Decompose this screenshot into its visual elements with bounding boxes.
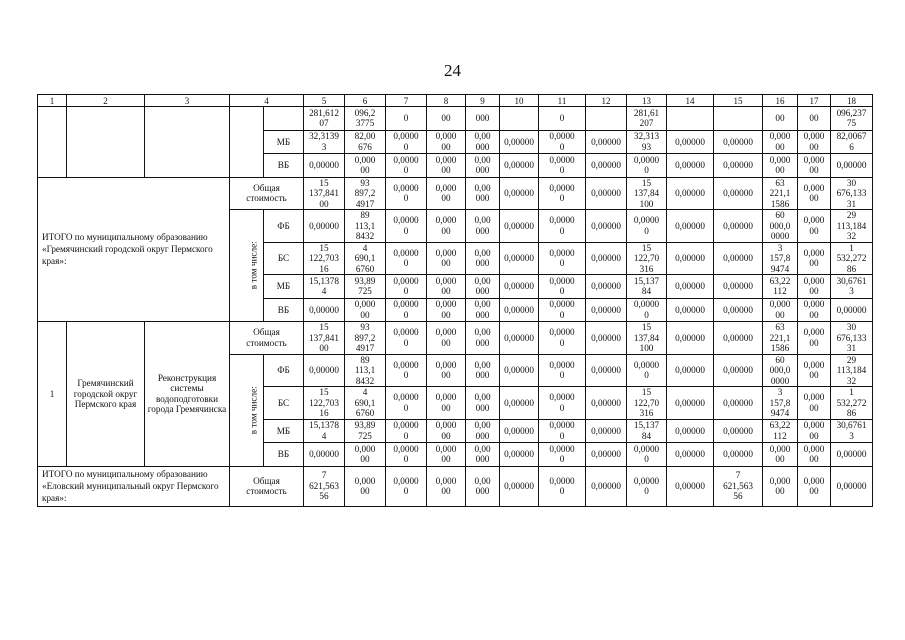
value-cell: 0,0000 0 (539, 177, 586, 210)
value-cell: 0,00 000 (466, 154, 500, 178)
table-row (38, 466, 905, 506)
page-number: 24 (444, 61, 461, 80)
column-header: 3 (145, 95, 230, 107)
value-cell: 0,00000 (714, 177, 763, 210)
value-cell: 82,00 676 (345, 130, 386, 154)
value-cell: 0,00000 (586, 466, 627, 506)
value-cell: 0,0000 0 (539, 154, 586, 178)
value-cell: 0,000 00 (798, 130, 831, 154)
table-row (38, 95, 905, 107)
value-cell: 0,0000 0 (539, 387, 586, 420)
column-header: 2 (67, 95, 145, 107)
value-cell: 93,89 725 (345, 419, 386, 443)
vertical-label-cell (230, 354, 264, 466)
value-cell: 0,0000 0 (539, 354, 586, 387)
value-cell: 15 137,841 00 (304, 322, 345, 355)
value-cell: 0,00000 (714, 387, 763, 420)
value-cell: 0,0000 0 (539, 130, 586, 154)
column-header: 7 (386, 95, 427, 107)
source-label: ВБ (264, 154, 304, 178)
value-cell: 0,000 00 (798, 354, 831, 387)
value-cell: 0,0000 0 (627, 443, 667, 467)
value-cell: 096,237 75 (831, 107, 873, 131)
value-cell: 0,00000 (500, 210, 539, 243)
value-cell: 0,000 00 (427, 322, 466, 355)
value-cell: 0,0000 0 (386, 154, 427, 178)
column-header: 5 (304, 95, 345, 107)
total-label: Общая стоимость (230, 322, 304, 355)
value-cell: 0,0000 0 (627, 466, 667, 506)
value-cell: 00 (763, 107, 798, 131)
value-cell: 0,00000 (500, 387, 539, 420)
value-cell: 0,000 00 (798, 210, 831, 243)
value-cell: 15 122,70 316 (627, 387, 667, 420)
source-label (264, 107, 304, 131)
value-cell: 0,00000 (714, 419, 763, 443)
value-cell: 0,0000 0 (386, 177, 427, 210)
column-header: 13 (627, 95, 667, 107)
column-header: 16 (763, 95, 798, 107)
value-cell: 0,0000 0 (539, 466, 586, 506)
vertical-label: в том числе: (248, 241, 259, 290)
value-cell: 0,0000 0 (539, 275, 586, 299)
value-cell: 0,00000 (586, 177, 627, 210)
value-cell: 0,0000 0 (539, 298, 586, 322)
value-cell: 0,000 00 (345, 154, 386, 178)
value-cell: 0,00000 (500, 177, 539, 210)
value-cell: 15 122,70 316 (627, 242, 667, 275)
value-cell: 0,00000 (586, 130, 627, 154)
value-cell: 0,0000 0 (386, 443, 427, 467)
value-cell: 1 532,272 86 (831, 387, 873, 420)
column-header: 8 (427, 95, 466, 107)
value-cell: 0,0000 0 (386, 275, 427, 299)
value-cell: 0,000 00 (427, 130, 466, 154)
value-cell: 0,00000 (586, 298, 627, 322)
vertical-label: в том числе: (248, 386, 259, 434)
value-cell: 0,00000 (831, 443, 873, 467)
value-cell: 0,000 00 (427, 419, 466, 443)
value-cell: 0,00000 (667, 177, 714, 210)
value-cell: 0,00000 (500, 298, 539, 322)
value-cell: 0,00 000 (466, 419, 500, 443)
value-cell: 0,000 00 (763, 466, 798, 506)
value-cell: 0,0000 0 (539, 322, 586, 355)
value-cell: 0,00000 (500, 322, 539, 355)
column-header: 17 (798, 95, 831, 107)
value-cell: 0,00000 (831, 154, 873, 178)
value-cell: 15 137,84 100 (627, 322, 667, 355)
value-cell: 63,22 112 (763, 419, 798, 443)
value-cell: 0 (539, 107, 586, 131)
value-cell: 0,00000 (714, 242, 763, 275)
value-cell: 0,00000 (304, 154, 345, 178)
value-cell: 0,00000 (500, 354, 539, 387)
value-cell: 30,6761 3 (831, 419, 873, 443)
value-cell: 0,00000 (304, 210, 345, 243)
value-cell: 281,612 07 (304, 107, 345, 131)
value-cell: 0,00000 (586, 154, 627, 178)
value-cell: 0,00 000 (466, 466, 500, 506)
value-cell: 0,00000 (831, 298, 873, 322)
column-header: 1 (38, 95, 67, 107)
value-cell: 0,000 00 (427, 210, 466, 243)
value-cell: 15 137,841 00 (304, 177, 345, 210)
value-cell: 0,000 00 (798, 154, 831, 178)
column-header: 10 (500, 95, 539, 107)
source-label: МБ (264, 130, 304, 154)
municipality-name: Гремячинский городской округ Пермского края (67, 322, 145, 467)
value-cell: 0,00000 (304, 298, 345, 322)
value-cell: 0,00 000 (466, 210, 500, 243)
blank-cell (145, 107, 230, 178)
value-cell: 82,0067 6 (831, 130, 873, 154)
value-cell: 0,00000 (714, 322, 763, 355)
source-label: ФБ (264, 354, 304, 387)
value-cell: 0,000 00 (427, 154, 466, 178)
column-header: 11 (539, 95, 586, 107)
value-cell: 0,00000 (831, 466, 873, 506)
value-cell: 15,1378 4 (304, 275, 345, 299)
value-cell: 0,0000 0 (539, 419, 586, 443)
value-cell (586, 107, 627, 131)
value-cell: 15,137 84 (627, 419, 667, 443)
value-cell: 1 532,272 86 (831, 242, 873, 275)
value-cell: 0,00000 (667, 419, 714, 443)
column-header: 12 (586, 95, 627, 107)
value-cell: 0,00 000 (466, 242, 500, 275)
value-cell: 0,00000 (667, 298, 714, 322)
value-cell: 0,000 00 (763, 154, 798, 178)
value-cell: 15,137 84 (627, 275, 667, 299)
value-cell: 89 113,1 8432 (345, 210, 386, 243)
column-header: 4 (230, 95, 304, 107)
value-cell: 30 676,133 31 (831, 177, 873, 210)
value-cell (500, 107, 539, 131)
value-cell: 0,0000 0 (627, 154, 667, 178)
value-cell: 0,00 000 (466, 443, 500, 467)
value-cell: 0,000 00 (798, 419, 831, 443)
itogo-label: ИТОГО по муниципальному образованию «Еловский муниципальный округ Пермского края»: (38, 466, 230, 506)
value-cell: 15 122,703 16 (304, 242, 345, 275)
value-cell: 4 690,1 6760 (345, 242, 386, 275)
value-cell: 15,1378 4 (304, 419, 345, 443)
total-label: Общая стоимость (230, 177, 304, 210)
blank-cell (230, 107, 264, 178)
value-cell: 0,000 00 (427, 275, 466, 299)
value-cell: 0,00000 (714, 443, 763, 467)
value-cell: 93 897,2 4917 (345, 177, 386, 210)
value-cell: 0,0000 0 (386, 322, 427, 355)
value-cell: 0,00 000 (466, 387, 500, 420)
value-cell: 32,3139 3 (304, 130, 345, 154)
table-row (38, 177, 905, 210)
value-cell: 7 621,563 56 (304, 466, 345, 506)
value-cell: 0,00000 (667, 354, 714, 387)
value-cell: 0,000 00 (798, 387, 831, 420)
value-cell: 29 113,184 32 (831, 210, 873, 243)
value-cell (667, 107, 714, 131)
value-cell: 0,00000 (304, 354, 345, 387)
value-cell: 0,00000 (714, 298, 763, 322)
column-header: 15 (714, 95, 763, 107)
value-cell: 0,0000 0 (386, 130, 427, 154)
value-cell: 0,00000 (304, 443, 345, 467)
column-header: 9 (466, 95, 500, 107)
value-cell: 0,00 000 (466, 322, 500, 355)
value-cell: 0,00000 (667, 242, 714, 275)
value-cell: 0,00000 (667, 322, 714, 355)
value-cell: 93,89 725 (345, 275, 386, 299)
value-cell: 0,00000 (500, 419, 539, 443)
value-cell: 0,000 00 (345, 298, 386, 322)
value-cell: 0,00 000 (466, 298, 500, 322)
source-label: МБ (264, 419, 304, 443)
object-name: Реконструкция системы водоподготовки города Гремячинска (145, 322, 230, 467)
value-cell: 0,0000 0 (386, 466, 427, 506)
value-cell: 0,00000 (500, 154, 539, 178)
value-cell: 0,00 000 (466, 177, 500, 210)
column-header: 14 (667, 95, 714, 107)
value-cell: 0,00000 (586, 210, 627, 243)
value-cell: 00 (427, 107, 466, 131)
value-cell: 0,0000 0 (539, 443, 586, 467)
value-cell: 0,00000 (714, 130, 763, 154)
value-cell: 000 (466, 107, 500, 131)
value-cell: 63 221,1 1586 (763, 177, 798, 210)
value-cell: 0,000 00 (798, 275, 831, 299)
value-cell: 0,00 000 (466, 130, 500, 154)
value-cell: 63,22 112 (763, 275, 798, 299)
value-cell: 0,000 00 (345, 466, 386, 506)
blank-cell (67, 107, 145, 178)
value-cell: 0,00000 (586, 275, 627, 299)
column-header: 18 (831, 95, 873, 107)
value-cell: 0,00000 (586, 443, 627, 467)
value-cell: 0,00000 (714, 210, 763, 243)
table-row (38, 322, 905, 355)
value-cell: 0,00000 (586, 419, 627, 443)
value-cell: 60 000,0 0000 (763, 210, 798, 243)
value-cell: 0,000 00 (427, 354, 466, 387)
total-label: Общая стоимость (230, 466, 304, 506)
value-cell: 0,000 00 (427, 177, 466, 210)
value-cell: 0,0000 0 (627, 354, 667, 387)
source-label: МБ (264, 275, 304, 299)
value-cell: 0,00000 (500, 242, 539, 275)
value-cell: 89 113,1 8432 (345, 354, 386, 387)
value-cell: 0,0000 0 (386, 419, 427, 443)
value-cell: 0,00000 (714, 275, 763, 299)
value-cell: 7 621,563 56 (714, 466, 763, 506)
value-cell: 0,000 00 (427, 466, 466, 506)
value-cell: 15 137,84 100 (627, 177, 667, 210)
value-cell: 0,000 00 (763, 130, 798, 154)
value-cell: 0,000 00 (798, 298, 831, 322)
value-cell: 15 122,703 16 (304, 387, 345, 420)
value-cell: 0,000 00 (427, 387, 466, 420)
value-cell: 0,000 00 (427, 298, 466, 322)
value-cell: 0,00000 (500, 466, 539, 506)
value-cell: 0,0000 0 (386, 242, 427, 275)
value-cell: 0,00000 (667, 130, 714, 154)
value-cell: 0,00000 (714, 354, 763, 387)
value-cell: 4 690,1 6760 (345, 387, 386, 420)
value-cell: 00 (798, 107, 831, 131)
value-cell: 0,0000 0 (539, 210, 586, 243)
vertical-label-cell (230, 210, 264, 322)
value-cell: 30,6761 3 (831, 275, 873, 299)
value-cell: 30 676,133 31 (831, 322, 873, 355)
value-cell: 3 157,8 9474 (763, 242, 798, 275)
value-cell: 281,61 207 (627, 107, 667, 131)
value-cell: 0,0000 0 (386, 387, 427, 420)
value-cell: 0,00000 (667, 387, 714, 420)
value-cell: 0,00000 (667, 466, 714, 506)
value-cell: 0,00000 (586, 242, 627, 275)
source-label: БС (264, 387, 304, 420)
value-cell: 0,00000 (667, 210, 714, 243)
value-cell: 0,00000 (667, 154, 714, 178)
value-cell: 3 157,8 9474 (763, 387, 798, 420)
value-cell: 0,00000 (586, 387, 627, 420)
value-cell: 0,000 00 (798, 242, 831, 275)
value-cell: 93 897,2 4917 (345, 322, 386, 355)
value-cell: 29 113,184 32 (831, 354, 873, 387)
value-cell: 0,00000 (714, 154, 763, 178)
value-cell: 0,000 00 (798, 322, 831, 355)
source-label: ВБ (264, 298, 304, 322)
value-cell: 0 (386, 107, 427, 131)
value-cell: 60 000,0 0000 (763, 354, 798, 387)
value-cell: 0,0000 0 (386, 354, 427, 387)
budget-table (37, 94, 905, 507)
source-label: ВБ (264, 443, 304, 467)
value-cell: 0,0000 0 (386, 298, 427, 322)
blank-cell (38, 107, 67, 178)
value-cell: 0,000 00 (798, 443, 831, 467)
value-cell: 0,000 00 (345, 443, 386, 467)
value-cell: 0,00000 (667, 443, 714, 467)
source-label: ФБ (264, 210, 304, 243)
value-cell: 0,00000 (667, 275, 714, 299)
value-cell: 0,000 00 (427, 443, 466, 467)
value-cell: 0,0000 0 (627, 210, 667, 243)
value-cell: 0,000 00 (427, 242, 466, 275)
value-cell: 0,0000 0 (539, 242, 586, 275)
value-cell: 63 221,1 1586 (763, 322, 798, 355)
value-cell: 0,00000 (500, 275, 539, 299)
value-cell: 0,0000 0 (386, 210, 427, 243)
value-cell: 32,313 93 (627, 130, 667, 154)
source-label: БС (264, 242, 304, 275)
value-cell: 0,00000 (586, 322, 627, 355)
value-cell: 0,00 000 (466, 275, 500, 299)
value-cell: 0,00000 (500, 443, 539, 467)
column-header: 6 (345, 95, 386, 107)
value-cell: 0,00 000 (466, 354, 500, 387)
value-cell: 0,00000 (500, 130, 539, 154)
itogo-label: ИТОГО по муниципальному образованию «Гремячинский городской округ Пермского края»: (38, 177, 230, 322)
row-number: 1 (38, 322, 67, 467)
value-cell (714, 107, 763, 131)
table-row (38, 107, 905, 131)
value-cell: 0,00000 (586, 354, 627, 387)
value-cell: 0,000 00 (763, 443, 798, 467)
value-cell: 0,000 00 (798, 466, 831, 506)
value-cell: 0,000 00 (798, 177, 831, 210)
value-cell: 096,2 3775 (345, 107, 386, 131)
value-cell: 0,000 00 (763, 298, 798, 322)
value-cell: 0,0000 0 (627, 298, 667, 322)
